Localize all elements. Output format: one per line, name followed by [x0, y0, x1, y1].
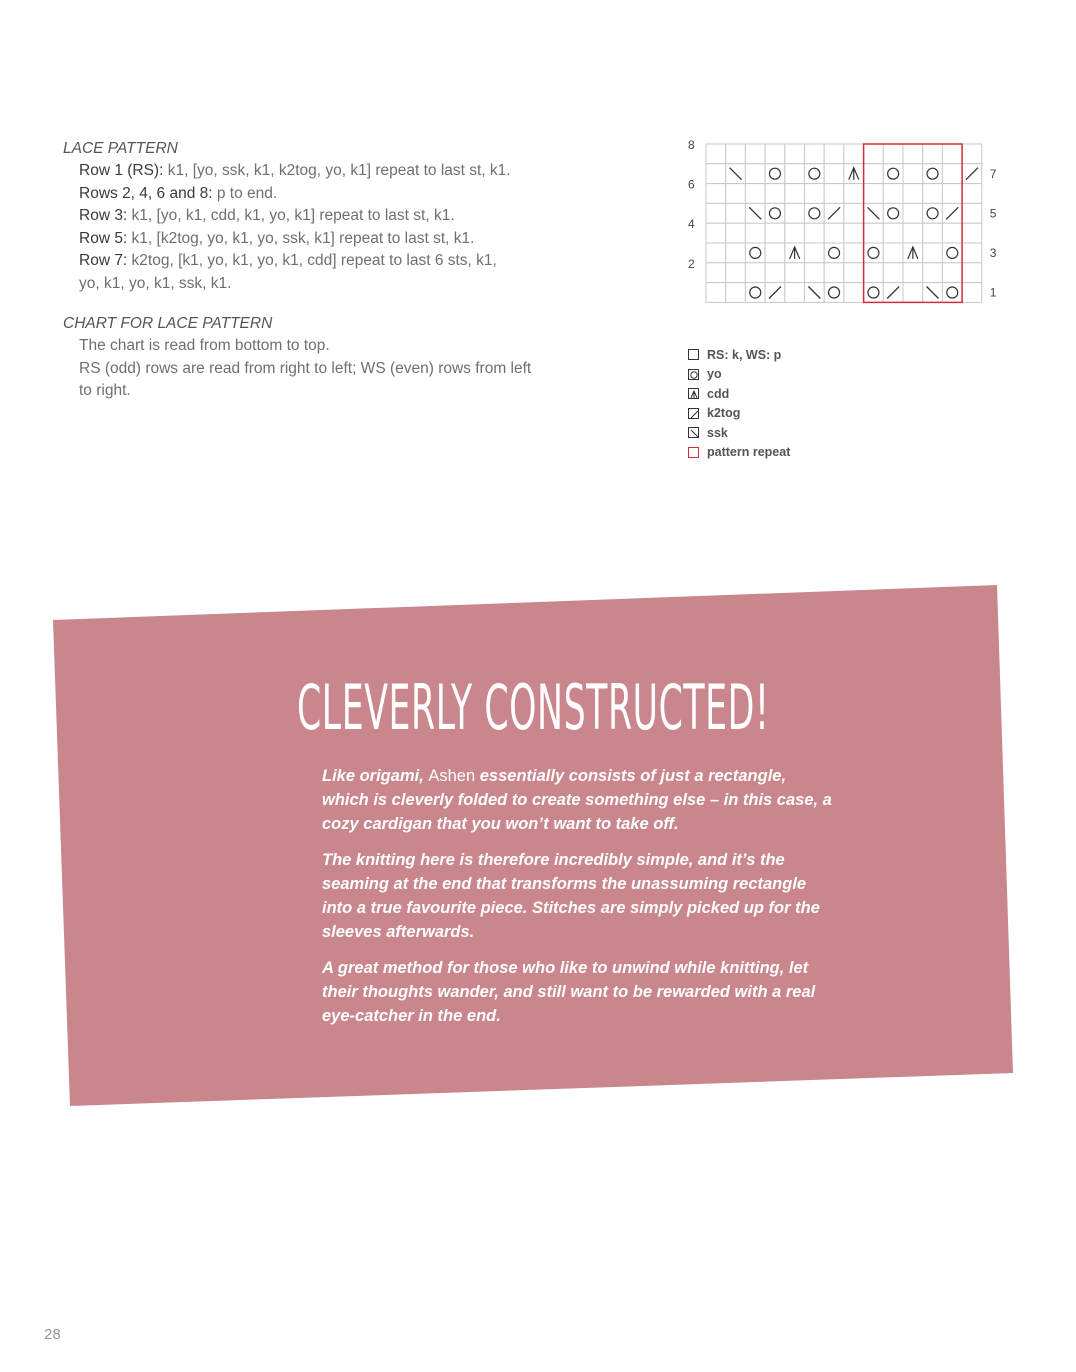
- feature-paragraph: Like origami, Ashen essentially consists of just a rectangle, which is cleverly folded to create something else – in this case, a cozy cardigan that you won’t want to take off.: [322, 767, 832, 833]
- lace-pattern-heading: LACE PATTERN: [63, 140, 178, 157]
- row-number-label: 7: [989, 166, 997, 181]
- page-number: 28: [44, 1326, 61, 1343]
- feature-paragraph: The knitting here is therefore incredibly simple, and it’s the seaming at the end that transforms the unassuming rectangle into a true favourite piece. Stitches are simply picked up for the sleeves afterwards.: [322, 851, 820, 941]
- feature-title: CLEVERLY CONSTRUCTED!: [297, 671, 770, 744]
- legend-label: pattern repeat: [707, 445, 791, 460]
- feature-body: [322, 764, 832, 1040]
- row-number-label: 6: [688, 177, 695, 192]
- row-instruction: Rows 2, 4, 6 and 8: p to end.: [79, 184, 278, 202]
- pattern-name: Ashen: [428, 767, 476, 785]
- row-number-label: 1: [989, 285, 997, 300]
- legend-label: k2tog: [707, 406, 741, 421]
- row-instruction: Row 7: k2tog, [k1, yo, k1, yo, k1, cdd] repeat to last 6 sts, k1, yo, k1, yo, k1, ssk, k1.: [79, 252, 497, 292]
- legend-label: RS: k, WS: p: [707, 347, 782, 362]
- row-instruction: Row 3: k1, [yo, k1, cdd, k1, yo, k1] repeat to last st, k1.: [79, 207, 455, 224]
- row-number-label: 4: [688, 217, 695, 232]
- chart-instruction-line: The chart is read from bottom to top.: [79, 337, 330, 354]
- chart-heading: CHART FOR LACE PATTERN: [63, 315, 273, 332]
- legend-label: ssk: [707, 425, 728, 440]
- row-number-label: 2: [688, 256, 695, 271]
- row-instruction: Row 5: k1, [k2tog, yo, k1, yo, ssk, k1] repeat to last st, k1.: [79, 229, 475, 247]
- row-number-label: 3: [989, 246, 997, 260]
- feature-paragraph: A great method for those who like to unwind while knitting, let their thoughts wander, and still want to be rewarded with a real eye-catcher in the end.: [322, 959, 816, 1025]
- row-instruction: Row 1 (RS): k1, [yo, ssk, k1, k2tog, yo, k1] repeat to last st, k1.: [79, 162, 511, 179]
- chart-instruction-line: RS (odd) rows are read from right to left; WS (even) rows from left to right.: [79, 359, 532, 399]
- legend-label: cdd: [707, 386, 730, 401]
- legend-label: yo: [707, 367, 722, 382]
- row-number-label: 5: [989, 206, 997, 221]
- row-number-label: 8: [688, 140, 695, 152]
